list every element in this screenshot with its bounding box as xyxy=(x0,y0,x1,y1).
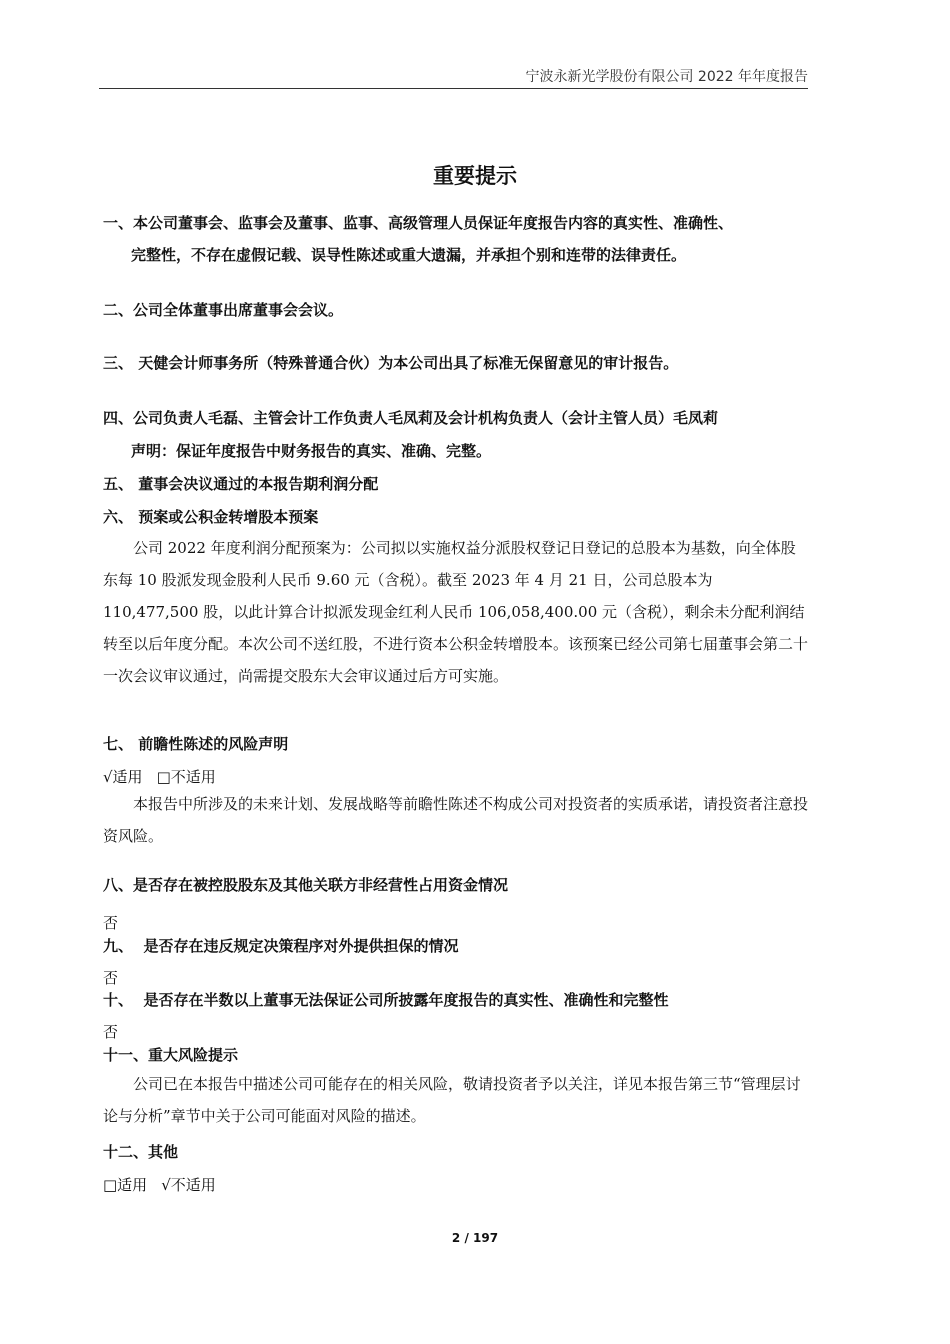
item-6: 六、 预案或公积金转增股本预案 xyxy=(103,508,319,526)
item-7-body: 本报告中所涉及的未来计划、发展战略等前瞻性陈述不构成公司对投资者的实质承诺，请投资者注意投资风险。 xyxy=(103,795,809,845)
item-12-options xyxy=(103,1174,216,1195)
item-12-applicable: □适用 xyxy=(103,1176,148,1194)
item-2: 二、公司全体董事出席董事会会议。 xyxy=(103,301,344,319)
item-4-line-2: 声明：保证年度报告中财务报告的真实、准确、完整。 xyxy=(131,442,492,460)
item-9-answer: 否 xyxy=(103,969,119,987)
item-11: 十一、重大风险提示 xyxy=(103,1046,239,1064)
item-7-options xyxy=(103,766,216,787)
item-10: 十、 是否存在半数以上董事无法保证公司所披露年度报告的真实性、准确性和完整性 xyxy=(103,991,669,1009)
item-12: 十二、其他 xyxy=(103,1143,179,1161)
item-3: 三、 天健会计师事务所（特殊普通合伙）为本公司出具了标准无保留意见的审计报告。 xyxy=(103,354,679,372)
header-divider xyxy=(99,88,808,89)
page-number: 2 / 197 xyxy=(451,1231,499,1245)
item-7-not-applicable: □不适用 xyxy=(156,768,216,786)
item-1-line-2: 完整性，不存在虚假记载、误导性陈述或重大遗漏，并承担个别和连带的法律责任。 xyxy=(131,246,687,264)
item-7-applicable: √适用 xyxy=(103,768,143,786)
page-title: 重要提示 xyxy=(433,164,517,188)
item-10-answer: 否 xyxy=(103,1023,119,1041)
item-6-body: 公司 2022 年度利润分配预案为：公司拟以实施权益分派股权登记日登记的总股本为基数，向全体股东每 10 股派发现金股利人民币 9.60 元（含税）。截至 2023 年 4 月 21 日，公司总股本为 110,477,500 股，以此计算合计拟派发现金红利人民币 106,058,400.00 元（含税），剩余未分配利润结转至以后年度分配。本次公司不送红股，不进行资本公积金转增股本。该预案已经公司第七届董事会第二十一次会议审议通过，尚需提交股东大会审议通过后方可实施。 xyxy=(103,539,809,685)
item-11-body: 公司已在本报告中描述公司可能存在的相关风险，敬请投资者予以关注，详见本报告第三节“管理层讨论与分析”章节中关于公司可能面对风险的描述。 xyxy=(103,1075,801,1125)
item-1-line-1: 一、本公司董事会、监事会及董事、监事、高级管理人员保证年度报告内容的真实性、准确性、 xyxy=(103,214,734,232)
item-7: 七、 前瞻性陈述的风险声明 xyxy=(103,735,289,753)
item-5: 五、 董事会决议通过的本报告期利润分配 xyxy=(103,475,379,493)
report-header: 宁波永新光学股份有限公司 2022 年年度报告 xyxy=(525,69,808,85)
item-12-not-applicable: √不适用 xyxy=(161,1176,216,1194)
item-9: 九、 是否存在违反规定决策程序对外提供担保的情况 xyxy=(103,937,459,955)
item-8: 八、是否存在被控股股东及其他关联方非经营性占用资金情况 xyxy=(103,876,509,894)
item-8-answer: 否 xyxy=(103,914,119,932)
item-4-line-1: 四、公司负责人毛磊、主管会计工作负责人毛凤莉及会计机构负责人（会计主管人员）毛凤莉 xyxy=(103,409,719,427)
